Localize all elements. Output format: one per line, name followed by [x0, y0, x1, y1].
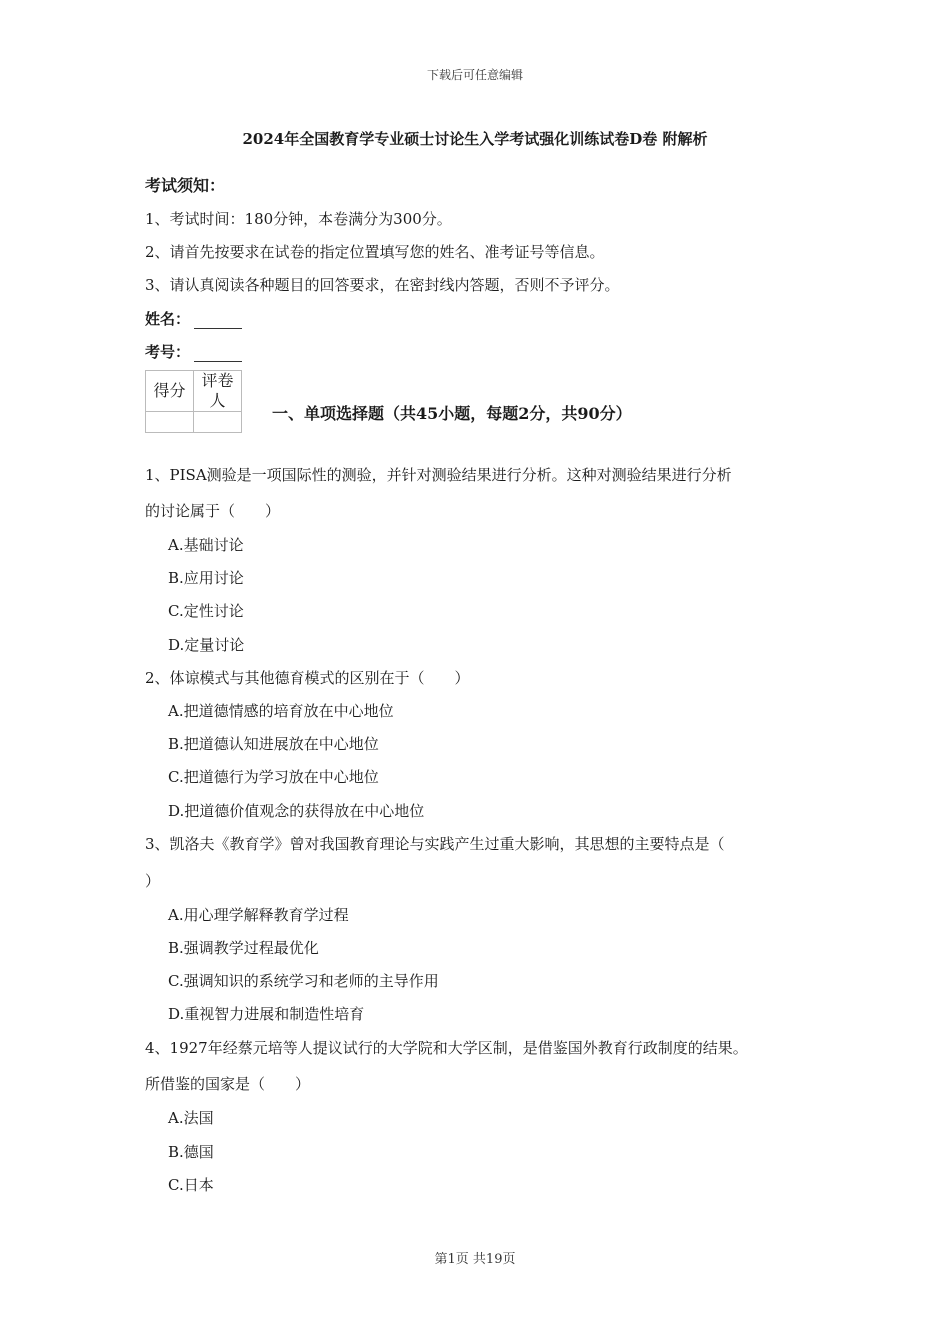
option[interactable]: D.定量讨论: [168, 636, 245, 654]
notice-heading: 考试须知：: [145, 176, 226, 195]
option[interactable]: D.把道德价值观念的获得放在中心地位: [168, 802, 425, 820]
question-stem: 所借鉴的国家是（ ）: [145, 1075, 311, 1093]
name-blank[interactable]: [194, 314, 242, 329]
score-table: [145, 370, 242, 433]
question-stem: ）: [145, 872, 161, 890]
question-stem: 的讨论属于（ ）: [145, 502, 281, 520]
option[interactable]: B.把道德认知进展放在中心地位: [168, 735, 379, 753]
exam-number-field: [145, 341, 242, 362]
option[interactable]: D.重视智力进展和制造性培育: [168, 1005, 365, 1023]
option[interactable]: C.把道德行为学习放在中心地位: [168, 768, 379, 786]
question-stem: 4、1927年经蔡元培等人提议试行的大学院和大学区制，是借鉴国外教育行政制度的结果。: [145, 1039, 748, 1057]
notice-item: 3、请认真阅读各种题目的回答要求，在密封线内答题，否则不予评分。: [145, 276, 620, 294]
exam-number-label: 考号：: [145, 343, 191, 361]
option[interactable]: C.定性讨论: [168, 602, 244, 620]
question-stem: 3、凯洛夫《教育学》曾对我国教育理论与实践产生过重大影响，其思想的主要特点是（: [145, 835, 725, 853]
document-title: 2024年全国教育学专业硕士讨论生入学考试强化训练试卷D卷 附解析: [242, 130, 708, 148]
header-note: 下载后可任意编辑: [426, 68, 523, 82]
grader-header: 评卷人: [194, 371, 242, 412]
option[interactable]: A.用心理学解释教育学过程: [168, 906, 349, 924]
page-footer: 第1页 共19页: [434, 1252, 516, 1267]
option[interactable]: B.德国: [168, 1143, 214, 1161]
option[interactable]: A.法国: [168, 1109, 214, 1127]
name-label: 姓名：: [145, 310, 191, 328]
score-cell[interactable]: [146, 412, 194, 433]
grader-cell[interactable]: [194, 412, 242, 433]
notice-item: 2、请首先按要求在试卷的指定位置填写您的姓名、准考证号等信息。: [145, 243, 605, 261]
score-header: 得分: [146, 371, 194, 412]
option[interactable]: C.强调知识的系统学习和老师的主导作用: [168, 972, 439, 990]
option[interactable]: A.基础讨论: [168, 536, 244, 554]
notice-item: 1、考试时间：180分钟，本卷满分为300分。: [145, 210, 452, 228]
question-stem: 2、体谅模式与其他德育模式的区别在于（ ）: [145, 669, 470, 687]
option[interactable]: A.把道德情感的培育放在中心地位: [168, 702, 394, 720]
question-stem: 1、PISA测验是一项国际性的测验，并针对测验结果进行分析。这种对测验结果进行分析: [145, 466, 732, 484]
exam-number-blank[interactable]: [194, 347, 242, 362]
section-title: 一、单项选择题（共45小题，每题2分，共90分）: [272, 404, 632, 423]
option[interactable]: B.应用讨论: [168, 569, 244, 587]
name-field: [145, 308, 242, 329]
option[interactable]: B.强调教学过程最优化: [168, 939, 319, 957]
option[interactable]: C.日本: [168, 1176, 214, 1194]
